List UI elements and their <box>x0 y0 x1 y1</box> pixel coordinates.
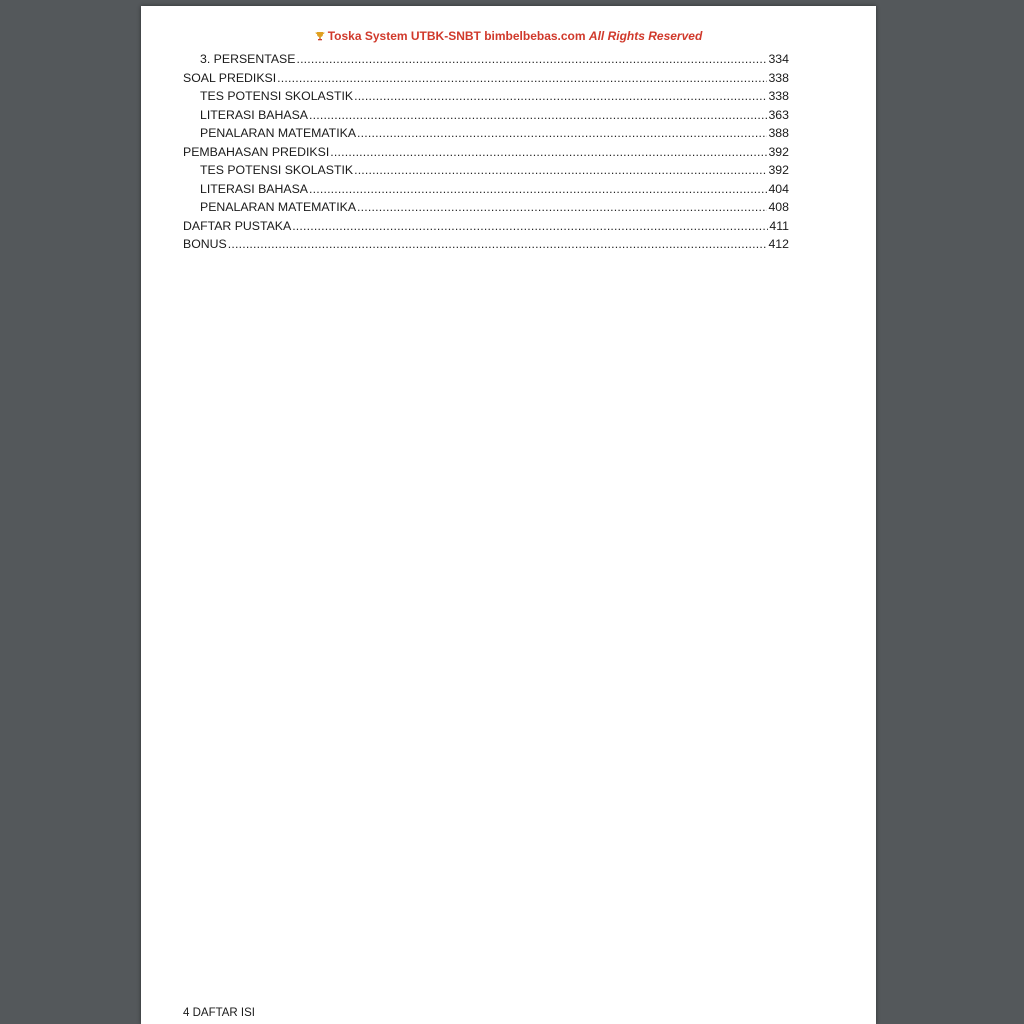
toc-entry-title: SOAL PREDIKSI <box>183 70 277 85</box>
toc-entry[interactable] <box>183 124 789 143</box>
toc-entry-page: 404 <box>768 181 789 196</box>
toc-entry-page: 334 <box>768 52 789 66</box>
toc-dot-leader <box>228 235 768 254</box>
toc-dot-leader <box>296 50 767 69</box>
toc-entry[interactable] <box>183 161 789 180</box>
toc-entry[interactable] <box>183 143 789 162</box>
toc-entry[interactable] <box>183 50 789 69</box>
toc-entry-page: 338 <box>768 70 789 85</box>
toc-entry-page: 363 <box>768 107 789 122</box>
toc-entry[interactable] <box>183 235 789 254</box>
toc-entry-title: 3. PERSENTASE <box>200 52 296 66</box>
toc-dot-leader <box>357 124 767 143</box>
toc-entry[interactable] <box>183 180 789 199</box>
trophy-icon <box>315 30 325 40</box>
header-rights: All Rights Reserved <box>588 29 703 43</box>
header-brand: Toska System UTBK-SNBT bimbelbebas.com <box>327 29 586 43</box>
toc-dot-leader <box>354 87 767 106</box>
toc-entry-page: 412 <box>768 237 789 251</box>
toc-entry-page: 338 <box>768 89 789 103</box>
toc-entry[interactable] <box>183 87 789 106</box>
toc-dot-leader <box>330 143 767 162</box>
toc-entry-page: 408 <box>768 200 789 214</box>
table-of-contents <box>183 50 789 254</box>
toc-entry-title: PEMBAHASAN PREDIKSI <box>183 144 330 159</box>
toc-entry[interactable] <box>183 106 789 125</box>
toc-entry-title: PENALARAN MATEMATIKA <box>200 126 357 140</box>
toc-dot-leader <box>309 106 767 125</box>
toc-dot-leader <box>277 69 767 88</box>
document-page <box>141 6 876 1024</box>
toc-dot-leader <box>357 198 767 217</box>
toc-entry-page: 392 <box>768 163 789 177</box>
toc-entry-title: PENALARAN MATEMATIKA <box>200 200 357 214</box>
toc-entry-title: LITERASI BAHASA <box>200 107 308 122</box>
toc-entry-page: 392 <box>768 144 789 159</box>
toc-entry-title: BONUS <box>183 237 227 251</box>
toc-entry-title: TES POTENSI SKOLASTIK <box>200 89 354 103</box>
toc-dot-leader <box>292 217 768 236</box>
toc-dot-leader <box>309 180 767 199</box>
page-footer: 4 DAFTAR ISI <box>183 1007 255 1019</box>
page-header <box>141 29 876 43</box>
toc-entry-title: DAFTAR PUSTAKA <box>183 218 292 233</box>
toc-entry-title: LITERASI BAHASA <box>200 181 308 196</box>
toc-entry[interactable] <box>183 69 789 88</box>
toc-entry[interactable] <box>183 217 789 236</box>
toc-entry-page: 388 <box>768 126 789 140</box>
toc-entry[interactable] <box>183 198 789 217</box>
toc-entry-page: 411 <box>769 218 789 233</box>
toc-dot-leader <box>354 161 767 180</box>
toc-entry-title: TES POTENSI SKOLASTIK <box>200 163 354 177</box>
